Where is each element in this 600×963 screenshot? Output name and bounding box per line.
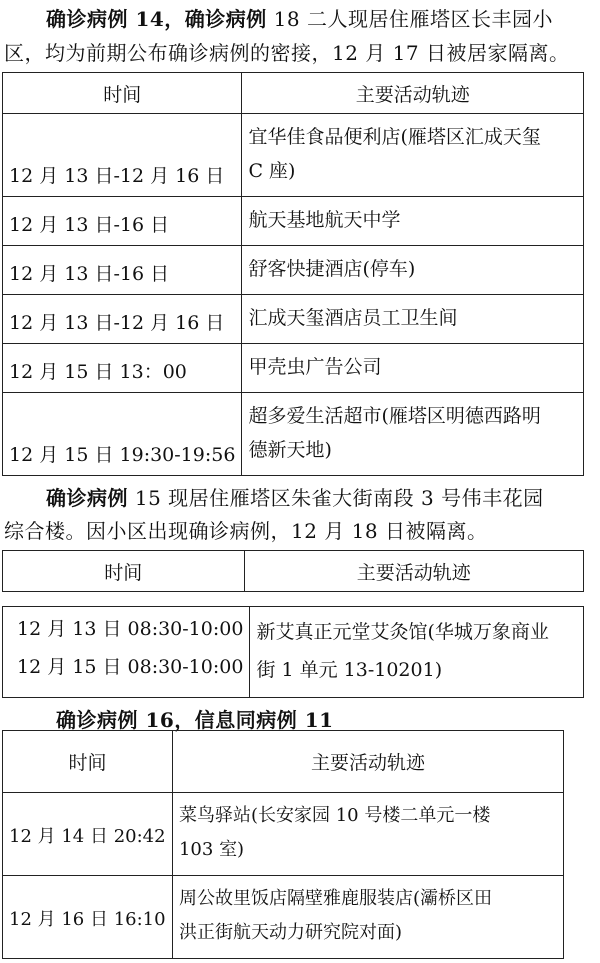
case-number-14: 14， — [128, 7, 185, 31]
activity-cell: 舒客快捷酒店(停车) — [242, 246, 584, 295]
table-row — [3, 393, 584, 476]
table-header-row — [3, 73, 584, 114]
header-time: 时间 — [3, 551, 245, 592]
table-row — [3, 197, 584, 246]
trajectory-table-case-15 — [2, 606, 584, 698]
table-header-row — [3, 551, 584, 592]
time-cell: 12 月 16 日 16:10 — [3, 876, 173, 959]
case-label-bold: 确诊病例 — [56, 708, 138, 732]
activity-cell: 菜鸟驿站(长安家园 10 号楼二单元一楼 103 室) — [172, 793, 563, 876]
time-cell: 12 月 13 日-12 月 16 日 — [3, 114, 242, 197]
time-cell: 12 月 14 日 20:42 — [3, 793, 173, 876]
case-label-bold: 确诊病例 — [46, 486, 128, 510]
table-row — [3, 607, 584, 698]
trajectory-table-case-14-18 — [2, 72, 584, 476]
activity-cell: 航天基地航天中学 — [242, 197, 584, 246]
table-header-row — [3, 731, 564, 793]
case-intro-text: 15 现居住雁塔区朱雀大街南段 3 号伟丰花园 — [128, 486, 544, 510]
time-entry: 12 月 15 日 08:30-10:00 — [17, 656, 244, 678]
time-entry: 12 月 13 日 08:30-10:00 — [17, 618, 244, 640]
case-15-intro-line2: 综合楼。因小区出现确诊病例，12 月 18 日被隔离。 — [4, 519, 488, 543]
table-row — [3, 876, 564, 959]
trajectory-table-case-15-header — [2, 550, 584, 592]
case-label-bold: 确诊病例 — [46, 7, 128, 31]
activity-cell: 新艾真正元堂艾灸馆(华城万象商业 街 1 单元 13-10201) — [250, 607, 584, 698]
case-14-18-intro-line1 — [46, 2, 553, 36]
case-intro-text: 16，信息同病例 11 — [138, 708, 334, 732]
case-intro-text: 18 二人现居住雁塔区长丰园小 — [266, 7, 553, 31]
table-row — [3, 344, 584, 393]
trajectory-table-case-16 — [2, 730, 564, 959]
table-row — [3, 114, 584, 197]
activity-cell: 超多爱生活超市(雁塔区明德西路明 德新天地) — [242, 393, 584, 476]
time-cell — [3, 607, 250, 698]
activity-cell: 汇成天玺酒店员工卫生间 — [242, 295, 584, 344]
table-row — [3, 295, 584, 344]
time-cell: 12 月 13 日-12 月 16 日 — [3, 295, 242, 344]
header-time: 时间 — [3, 73, 242, 114]
activity-cell: 甲壳虫广告公司 — [242, 344, 584, 393]
case-15-intro-line1 — [46, 481, 544, 515]
time-cell: 12 月 15 日 19:30-19:56 — [3, 393, 242, 476]
table-row — [3, 793, 564, 876]
case-14-18-intro-line2: 区，均为前期公布确诊病例的密接，12 月 17 日被居家隔离。 — [4, 41, 570, 65]
activity-cell: 宜华佳食品便利店(雁塔区汇成天玺 C 座) — [242, 114, 584, 197]
activity-cell: 周公故里饭店隔壁雅鹿服装店(灞桥区田 洪正街航天动力研究院对面) — [172, 876, 563, 959]
header-activity: 主要活动轨迹 — [242, 73, 584, 114]
header-time: 时间 — [3, 731, 173, 793]
time-cell: 12 月 15 日 13：00 — [3, 344, 242, 393]
header-activity: 主要活动轨迹 — [172, 731, 563, 793]
time-cell: 12 月 13 日-16 日 — [3, 246, 242, 295]
time-cell: 12 月 13 日-16 日 — [3, 197, 242, 246]
case-label-bold: 确诊病例 — [184, 7, 267, 31]
header-activity: 主要活动轨迹 — [244, 551, 583, 592]
table-row — [3, 246, 584, 295]
